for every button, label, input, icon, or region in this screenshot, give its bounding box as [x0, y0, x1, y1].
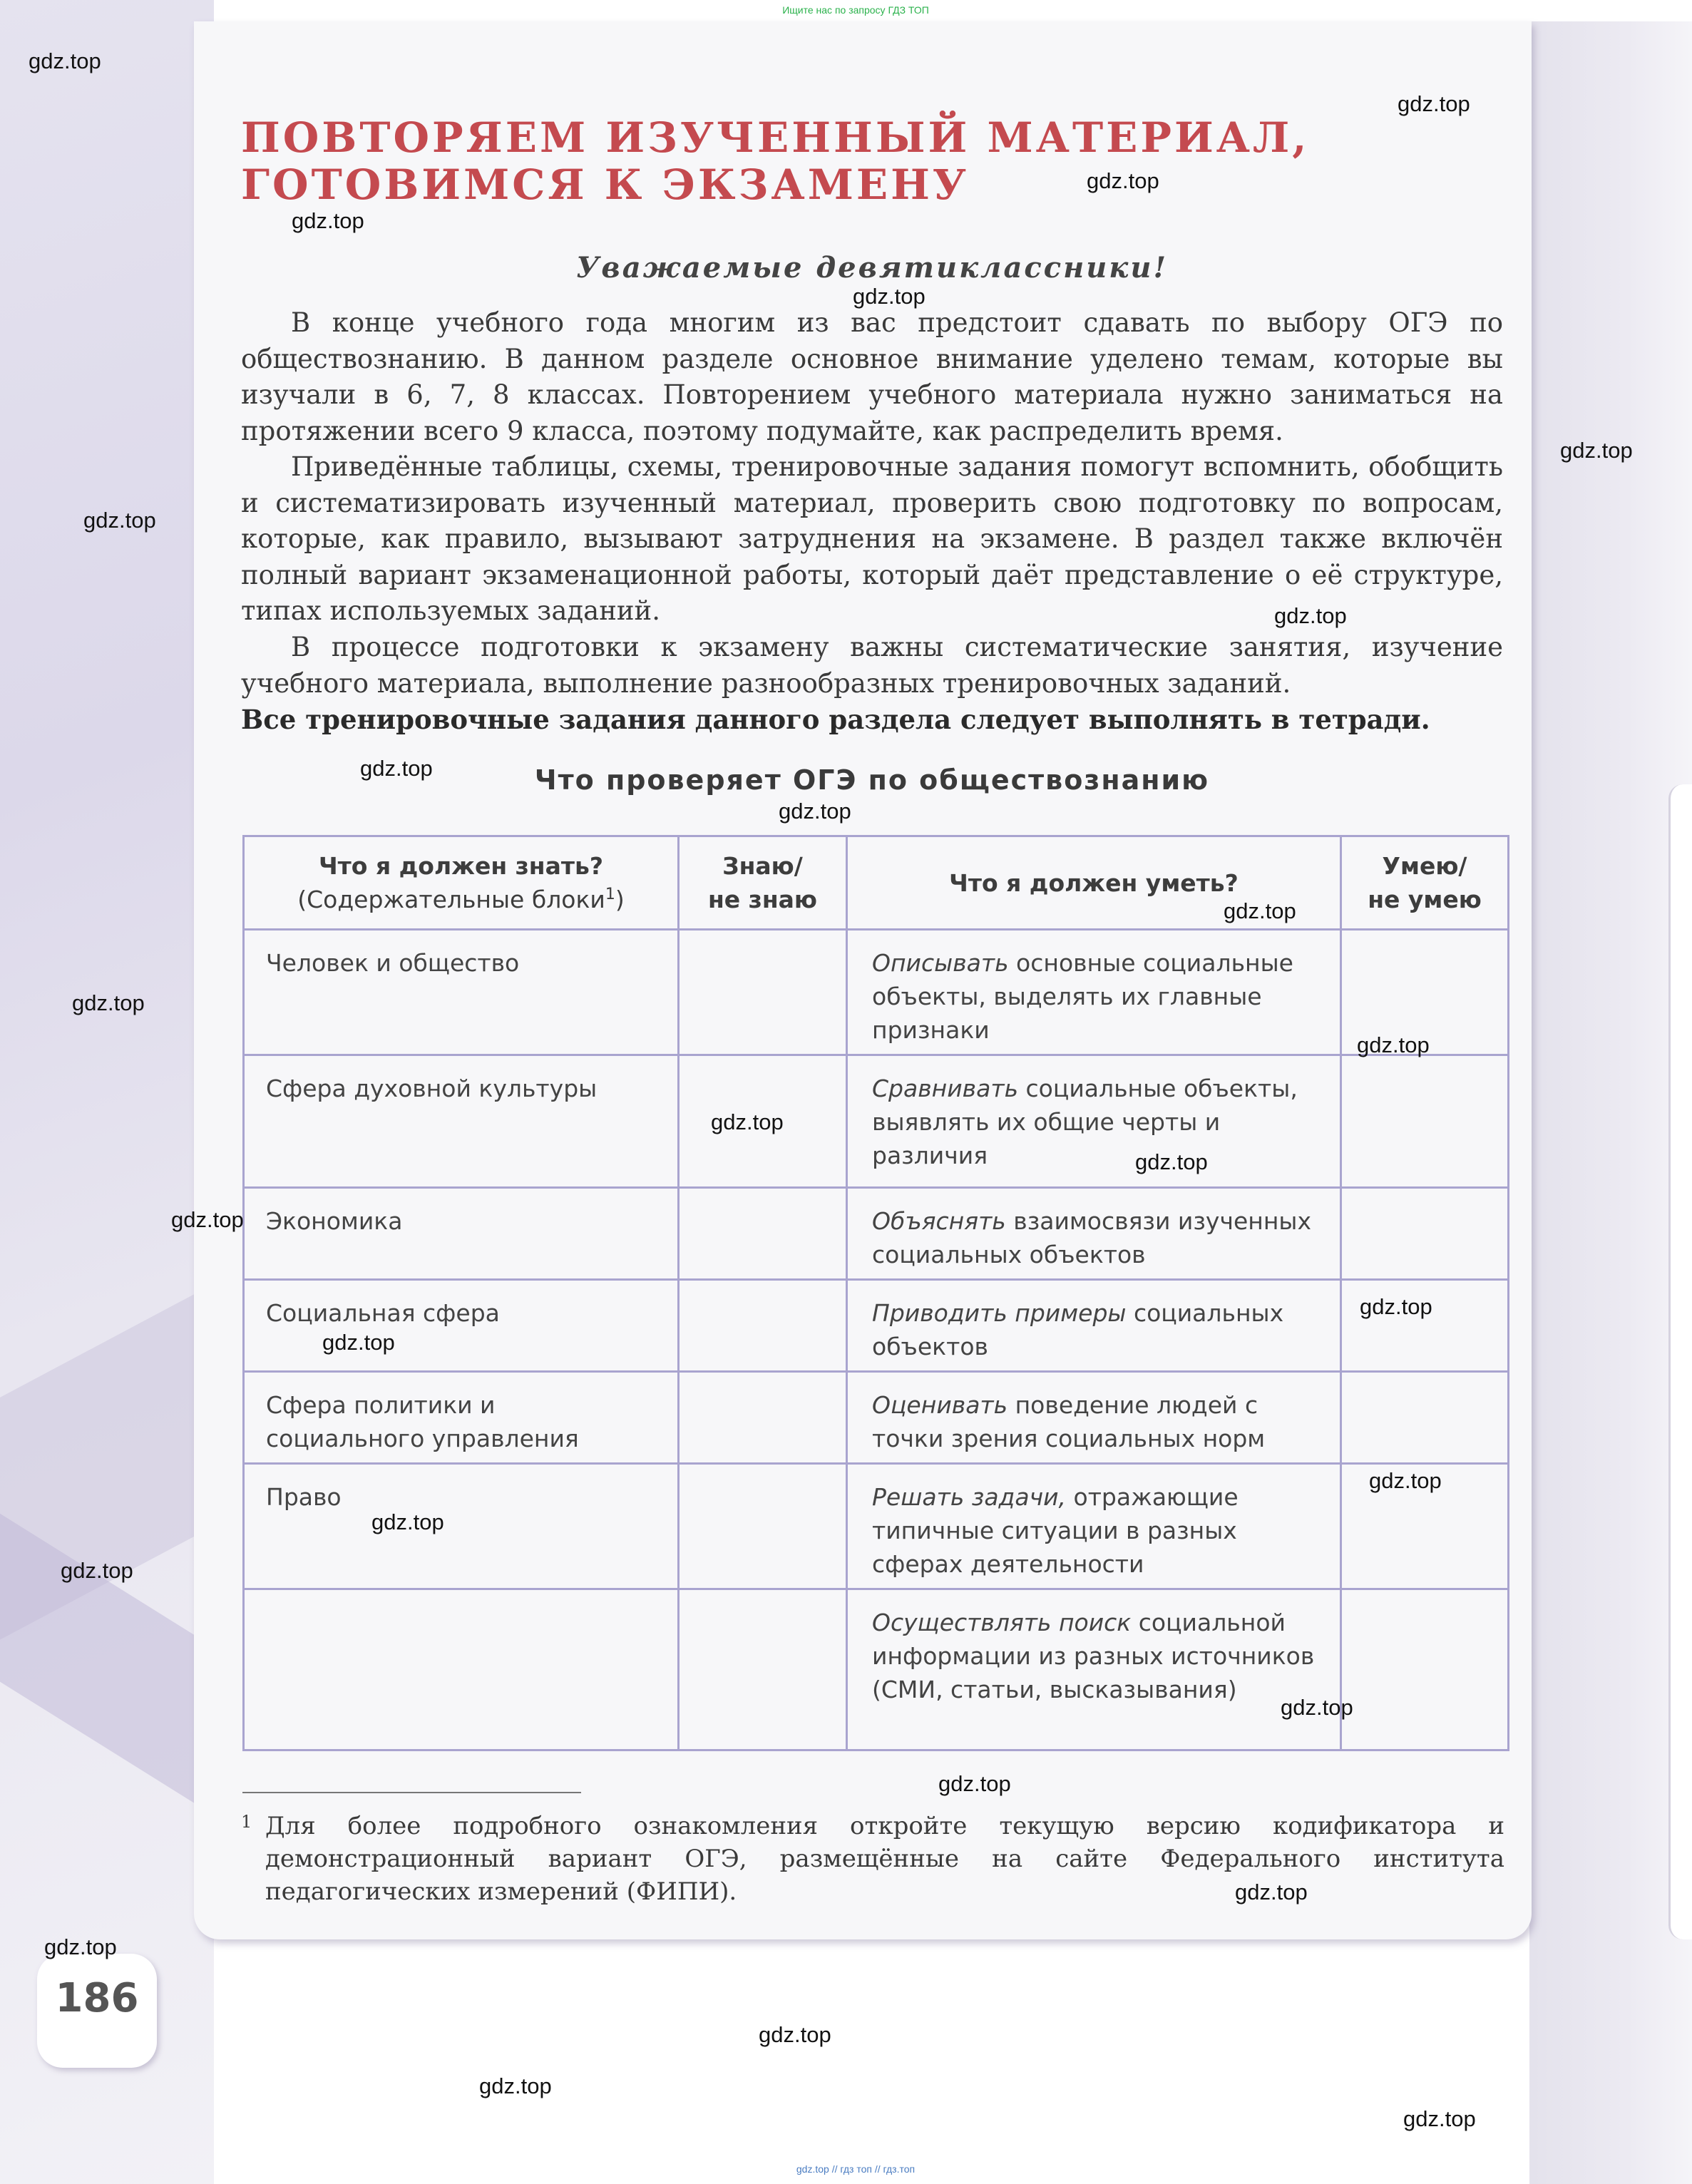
watermark: gdz.top — [322, 1330, 395, 1355]
header-know-check-line: не знаю — [708, 886, 817, 913]
header-skills-check-line: Умею/ — [1382, 852, 1467, 880]
skill-text: отражающие типичные ситуации в разных сферах деятельности — [872, 1483, 1239, 1578]
skill-verb: Осуществлять поиск — [872, 1609, 1132, 1636]
can-checkbox-cell[interactable] — [1341, 1372, 1509, 1464]
content-block — [244, 1589, 679, 1750]
can-checkbox-cell[interactable] — [1341, 1280, 1509, 1372]
watermark: gdz.top — [1403, 2106, 1476, 2131]
skill-verb: Решать задачи, — [872, 1483, 1067, 1511]
footer-note: gdz.top // гдз топ // гдз.топ — [796, 2163, 916, 2175]
header-know — [244, 836, 679, 930]
header-note: Ищите нас по запросу ГДЗ ТОП — [782, 4, 929, 16]
can-checkbox-cell[interactable] — [1341, 1589, 1509, 1750]
skill-verb: Объяснять — [872, 1207, 1006, 1235]
watermark: gdz.top — [779, 799, 851, 824]
skill-verb: Сравнивать — [872, 1075, 1019, 1102]
know-checkbox-cell[interactable] — [679, 1589, 847, 1750]
oge-table — [242, 835, 1509, 1751]
skill-verb: Оценивать — [872, 1391, 1008, 1419]
skill-text: взаимосвязи изученных социальных объектов — [872, 1207, 1311, 1268]
watermark: gdz.top — [1360, 1294, 1432, 1319]
can-checkbox-cell[interactable] — [1341, 1055, 1509, 1188]
footnote — [241, 1810, 1504, 1908]
watermark: gdz.top — [1274, 603, 1347, 628]
know-checkbox-cell[interactable] — [679, 1372, 847, 1464]
watermark: gdz.top — [1281, 1695, 1353, 1720]
content-block: Сфера политики и социального управления — [244, 1372, 679, 1464]
watermark: gdz.top — [1357, 1032, 1430, 1057]
table-row — [244, 1055, 1509, 1188]
watermark: gdz.top — [1135, 1149, 1208, 1174]
watermark: gdz.top — [1398, 91, 1470, 116]
content-block: Человек и общество — [244, 930, 679, 1055]
page-title — [241, 114, 1309, 208]
bold-instruction: Все тренировочные задания данного раздела следует выполнять в тетради. — [241, 704, 1430, 735]
skill-text: основные социальные объекты, выделять их главные признаки — [872, 949, 1293, 1044]
footnote-ref: 1 — [605, 886, 615, 903]
skill-cell — [847, 1280, 1341, 1372]
content-block: Сфера духовной культуры — [244, 1055, 679, 1188]
skill-text: поведение людей с точки зрения социальных норм — [872, 1391, 1266, 1452]
footnote-rule — [242, 1792, 581, 1793]
intro-paragraph: В конце учебного года многим из вас предстоит сдавать по выбору ОГЭ по обществознанию. В данном разделе основное внимание уделено темам, которые вы изучали в 6, 7, 8 классах. Повторением учебного материала нужно заниматься на протяжении всего 9 класса, поэтому подумайте, как распределить время. — [241, 307, 1503, 446]
know-checkbox-cell[interactable] — [679, 1280, 847, 1372]
header-know-sub — [259, 883, 663, 916]
title-line: ГОТОВИМСЯ К ЭКЗАМЕНУ — [241, 160, 969, 209]
skill-cell — [847, 1464, 1341, 1589]
page-background-right — [1529, 21, 1692, 2184]
title-line: ПОВТОРЯЕМ ИЗУЧЕННЫЙ МАТЕРИАЛ, — [241, 113, 1310, 162]
skill-cell — [847, 1372, 1341, 1464]
content-block: Право — [244, 1464, 679, 1589]
watermark: gdz.top — [292, 208, 364, 233]
watermark: gdz.top — [1235, 1880, 1308, 1904]
content-block: Экономика — [244, 1188, 679, 1280]
table-title: Что проверяет ОГЭ по обществознанию — [534, 764, 1210, 796]
footnote-mark: 1 — [241, 1812, 252, 1832]
header-know-main: Что я должен знать? — [318, 852, 603, 880]
watermark: gdz.top — [1224, 898, 1296, 923]
skill-cell — [847, 1188, 1341, 1280]
watermark: gdz.top — [44, 1934, 117, 1959]
skill-cell — [847, 1589, 1341, 1750]
watermark: gdz.top — [1369, 1468, 1442, 1493]
watermark: gdz.top — [83, 508, 156, 533]
watermark: gdz.top — [711, 1109, 784, 1134]
footnote-text: Для более подробного ознакомления откройте текущую версию кодификатора и демонстрационный вариант ОГЭ, размещённые на сайте Федерального института педагогических измерений (ФИПИ). — [265, 1812, 1504, 1906]
page-background-left — [0, 0, 214, 2184]
page-number: 186 — [55, 1975, 139, 2021]
table-header-row — [244, 836, 1509, 930]
watermark: gdz.top — [61, 1558, 133, 1583]
next-page-edge — [1668, 784, 1692, 1939]
know-checkbox-cell[interactable] — [679, 1464, 847, 1589]
header-skills-check — [1341, 836, 1509, 930]
know-checkbox-cell[interactable] — [679, 930, 847, 1055]
watermark: gdz.top — [1087, 168, 1159, 193]
greeting: Уважаемые девятиклассники! — [575, 251, 1169, 284]
header-know-check-line: Знаю/ — [722, 852, 803, 880]
table-row — [244, 1372, 1509, 1464]
watermark: gdz.top — [853, 284, 926, 309]
skill-text: социальных объектов — [872, 1299, 1284, 1360]
table-row — [244, 930, 1509, 1055]
watermark: gdz.top — [371, 1509, 444, 1534]
skill-verb: Приводить примеры — [872, 1299, 1127, 1327]
skill-text: социальные объекты, выявлять их общие черты и различия — [872, 1075, 1298, 1169]
skill-cell — [847, 930, 1341, 1055]
watermark: gdz.top — [938, 1771, 1011, 1796]
header-skills: Что я должен уметь? — [847, 836, 1341, 930]
table-row — [244, 1188, 1509, 1280]
intro-paragraph: Приведённые таблицы, схемы, тренировочные задания помогут вспомнить, обобщить и систематизировать изученный материал, проверить свою подготовку по вопросам, которые, как правило, вызывают затруднения на экзамене. В раздел также включён полный вариант экзаменационной работы, который даёт представление о её структуре, типах используемых заданий. — [241, 451, 1503, 626]
table-row — [244, 1280, 1509, 1372]
watermark: gdz.top — [171, 1207, 244, 1232]
header-skills-check-line: не умею — [1368, 886, 1482, 913]
skill-text: социальной информации из разных источников (СМИ, статьи, высказывания) — [872, 1609, 1315, 1703]
know-checkbox-cell[interactable] — [679, 1188, 847, 1280]
skill-cell — [847, 1055, 1341, 1188]
watermark: gdz.top — [360, 756, 433, 781]
content-block: Социальная сфера — [244, 1280, 679, 1372]
table-row — [244, 1589, 1509, 1750]
watermark: gdz.top — [29, 48, 101, 73]
skill-verb: Описывать — [872, 949, 1009, 977]
header-know-sub-text: (Содержательные блоки — [297, 886, 605, 913]
watermark: gdz.top — [72, 990, 145, 1015]
can-checkbox-cell[interactable] — [1341, 1188, 1509, 1280]
header-know-sub-close: ) — [615, 886, 625, 913]
watermark: gdz.top — [1560, 438, 1633, 463]
header-know-check — [679, 836, 847, 930]
watermark: gdz.top — [759, 2022, 831, 2047]
intro-paragraph: В процессе подготовки к экзамену важны систематические занятия, изучение учебного материала, выполнение разнообразных тренировочных заданий. — [241, 632, 1503, 699]
watermark: gdz.top — [479, 2073, 552, 2098]
